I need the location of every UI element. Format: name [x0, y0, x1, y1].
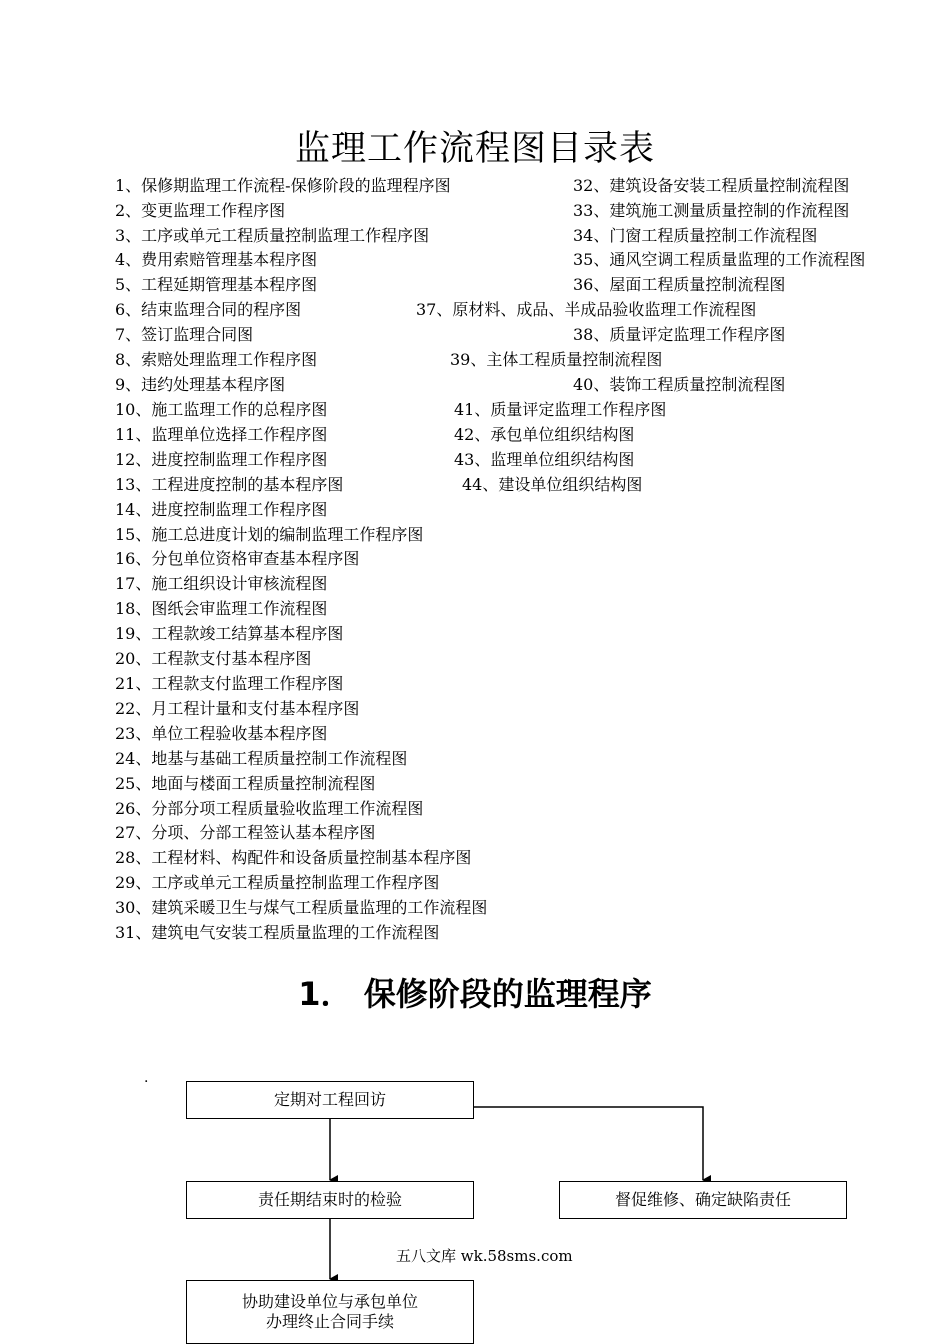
flow-box-label-line1: 协助建设单位与承包单位 [241, 1292, 418, 1311]
toc-item: 26、分部分项工程质量验收监理工作流程图 [115, 799, 424, 818]
toc-item: 31、建筑电气安装工程质量监理的工作流程图 [115, 923, 440, 942]
toc-item: 9、违约处理基本程序图 [115, 375, 286, 394]
toc-item: 37、原材料、成品、半成品验收监理工作流程图 [416, 300, 757, 319]
flow-box-liability-inspection [186, 1181, 474, 1219]
toc-item: 16、分包单位资格审查基本程序图 [115, 549, 360, 568]
stray-dot: · [144, 1074, 149, 1090]
toc-item: 22、月工程计量和支付基本程序图 [115, 699, 360, 718]
flow-box-regular-revisit [186, 1081, 474, 1119]
toc-item: 2、变更监理工作程序图 [115, 201, 286, 220]
toc-item: 11、监理单位选择工作程序图 [115, 425, 328, 444]
toc-item: 34、门窗工程质量控制工作流程图 [573, 226, 818, 245]
toc-item: 32、建筑设备安装工程质量控制流程图 [573, 176, 850, 195]
section-heading: 1． 保修阶段的监理程序 [298, 975, 652, 1013]
toc-item: 21、工程款支付监理工作程序图 [115, 674, 344, 693]
toc-item: 6、结束监理合同的程序图 [115, 300, 302, 319]
toc-item: 5、工程延期管理基本程序图 [115, 275, 318, 294]
toc-item: 15、施工总进度计划的编制监理工作程序图 [115, 525, 424, 544]
flow-box-label-line2: 办理终止合同手续 [265, 1312, 394, 1331]
toc-item: 39、主体工程质量控制流程图 [450, 350, 663, 369]
flow-box-label: 督促维修、确定缺陷责任 [614, 1190, 791, 1209]
toc-item: 33、建筑施工测量质量控制的作流程图 [573, 201, 850, 220]
toc-item: 29、工序或单元工程质量控制监理工作程序图 [115, 873, 440, 892]
toc-item: 12、进度控制监理工作程序图 [115, 450, 328, 469]
arrow-box1-to-box3 [474, 1107, 703, 1180]
toc-item: 40、装饰工程质量控制流程图 [573, 375, 786, 394]
toc-item: 35、通风空调工程质量监理的工作流程图 [573, 250, 866, 269]
toc-item: 44、建设单位组织结构图 [462, 475, 643, 494]
flow-box-repair-supervision [559, 1181, 847, 1219]
toc-item: 23、单位工程验收基本程序图 [115, 724, 328, 743]
toc-item: 13、工程进度控制的基本程序图 [115, 475, 344, 494]
toc-item: 30、建筑采暖卫生与煤气工程质量监理的工作流程图 [115, 898, 488, 917]
toc-item: 4、费用索赔管理基本程序图 [115, 250, 318, 269]
toc-item: 43、监理单位组织结构图 [454, 450, 635, 469]
toc-item: 20、工程款支付基本程序图 [115, 649, 312, 668]
toc-item: 27、分项、分部工程签认基本程序图 [115, 823, 376, 842]
watermark-text: 五八文库 wk.58sms.com [396, 1247, 573, 1265]
toc-item: 8、索赔处理监理工作程序图 [115, 350, 318, 369]
toc-item: 28、工程材料、构配件和设备质量控制基本程序图 [115, 848, 472, 867]
toc-item: 17、施工组织设计审核流程图 [115, 574, 328, 593]
toc-item: 42、承包单位组织结构图 [454, 425, 635, 444]
toc-item: 3、工序或单元工程质量控制监理工作程序图 [115, 226, 430, 245]
flow-box-terminate-contract [186, 1280, 474, 1344]
page-title: 监理工作流程图目录表 [294, 129, 655, 169]
toc-item: 18、图纸会审监理工作流程图 [115, 599, 328, 618]
toc-item: 25、地面与楼面工程质量控制流程图 [115, 774, 376, 793]
toc-item: 41、质量评定监理工作程序图 [454, 400, 667, 419]
toc-item: 36、屋面工程质量控制流程图 [573, 275, 786, 294]
toc-item: 14、进度控制监理工作程序图 [115, 500, 328, 519]
toc-item: 24、地基与基础工程质量控制工作流程图 [115, 749, 408, 768]
toc-item: 19、工程款竣工结算基本程序图 [115, 624, 344, 643]
toc-item: 1、保修期监理工作流程-保修阶段的监理程序图 [115, 176, 451, 195]
flow-box-label: 责任期结束时的检验 [257, 1190, 402, 1209]
flow-box-label: 定期对工程回访 [273, 1090, 386, 1109]
toc-item: 7、签订监理合同图 [115, 325, 254, 344]
toc-item: 38、质量评定监理工作程序图 [573, 325, 786, 344]
toc-item: 10、施工监理工作的总程序图 [115, 400, 328, 419]
